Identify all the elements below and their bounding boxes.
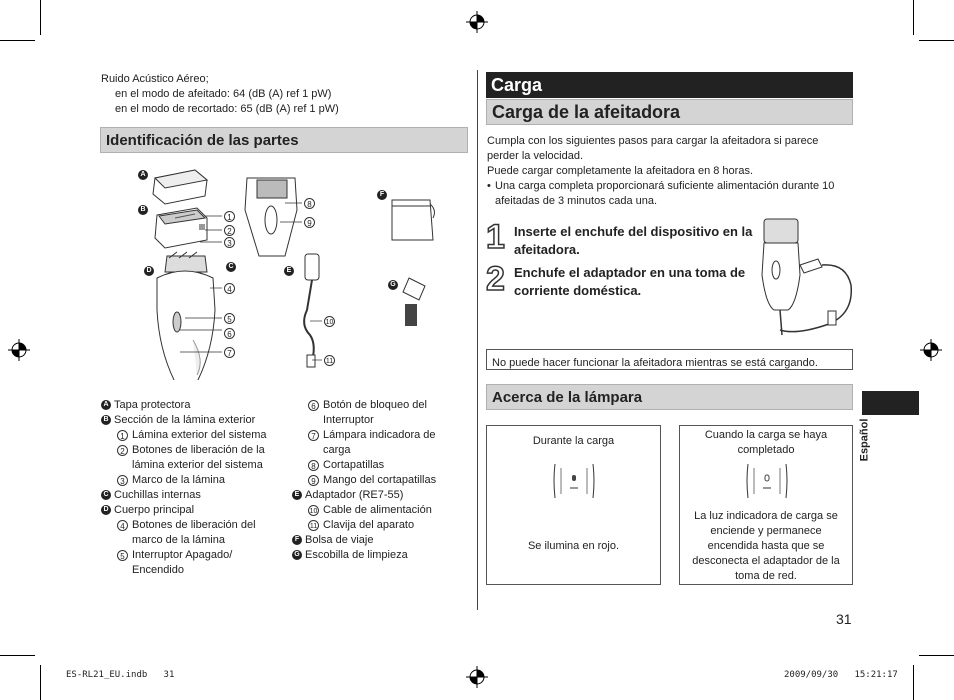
registration-mark-icon <box>920 339 942 361</box>
subheading-carga-afeitadora: Carga de la afeitadora <box>486 99 853 125</box>
note-box <box>486 349 853 370</box>
step-1-text: Inserte el enchufe del dispositivo en la afeitadora. <box>514 224 753 257</box>
diagram-label-4: 4 <box>224 283 235 294</box>
diagram-label-e: E <box>284 266 294 276</box>
list-item: A Tapa protectora <box>101 398 281 413</box>
list-item: 5 Interruptor Apagado/ Encendido <box>101 548 281 578</box>
section-heading-lampara: Acerca de la lámpara <box>486 384 853 410</box>
footer-file-info: ES-RL21_EU.indb 31 <box>66 670 175 680</box>
list-item: 10 Cable de alimentación <box>309 504 432 516</box>
crop-mark <box>913 665 914 700</box>
footer-timestamp: 2009/09/30 15:21:17 <box>784 670 898 680</box>
diagram-label-7: 7 <box>224 347 235 358</box>
leader-lines <box>0 0 477 400</box>
lamp-state-text: Se ilumina en rojo. <box>527 540 620 552</box>
lamp-indicator-icon <box>744 462 790 500</box>
carga-intro <box>487 134 847 209</box>
lamp-state-charging <box>486 425 661 585</box>
diagram-label-11: 11 <box>324 355 335 366</box>
diagram-label-10: 10 <box>324 316 335 327</box>
list-item: G Escobilla de limpieza <box>292 548 452 563</box>
list-item: F Bolsa de viaje <box>292 533 452 548</box>
noise-line: en el modo de recortado: 65 (dB (A) ref 1 pW) <box>115 103 339 115</box>
diagram-label-d: D <box>144 266 154 276</box>
language-tab-label: Español <box>858 418 871 462</box>
lamp-state-title: Cuando la carga se haya completado <box>704 429 828 456</box>
diagram-label-6: 6 <box>224 328 235 339</box>
crop-mark <box>0 655 35 656</box>
step-number-2: 2 <box>486 260 505 298</box>
list-item: D Cuerpo principal <box>101 503 281 518</box>
noise-title: Ruido Acústico Aéreo; <box>101 73 209 85</box>
list-item: 8 Cortapatillas <box>292 458 452 473</box>
list-item: 11 Clavija del aparato <box>309 519 415 531</box>
diagram-label-3: 3 <box>224 237 235 248</box>
crop-mark <box>919 40 954 41</box>
list-item: 4 Botones de liberación del marco de la lámina <box>101 518 281 548</box>
list-item: 6 Botón de bloqueo del Interruptor <box>292 398 452 428</box>
list-item: 7 Lámpara indicadora de carga <box>292 428 452 458</box>
list-item: E Adaptador (RE7-55) <box>292 488 452 503</box>
list-item: 2 Botones de liberación de la lámina exterior del sistema <box>101 443 281 473</box>
charging-illustration <box>756 215 856 340</box>
diagram-label-2: 2 <box>224 225 235 236</box>
parts-list-column-2 <box>292 398 452 563</box>
diagram-label-1: 1 <box>224 211 235 222</box>
registration-mark-icon <box>466 666 488 688</box>
diagram-label-c: C <box>226 262 236 272</box>
step-2-text: Enchufe el adaptador en una toma de corriente doméstica. <box>514 265 746 298</box>
column-divider <box>477 70 478 610</box>
diagram-label-a: A <box>138 170 148 180</box>
crop-mark <box>40 665 41 700</box>
paragraph: Cumpla con los siguientes pasos para cargar la afeitadora si parece perder la velocidad. <box>487 135 819 162</box>
diagram-label-5: 5 <box>224 313 235 324</box>
bullet-item: • Una carga completa proporcionará suficiente alimentación durante 10 afeitadas de 3 minutos cada una. <box>487 180 835 207</box>
language-tab <box>862 391 919 415</box>
diagram-label-b: B <box>138 205 148 215</box>
list-item: 1 Lámina exterior del sistema <box>101 428 281 443</box>
lamp-state-complete <box>679 425 853 585</box>
diagram-label-8: 8 <box>304 198 315 209</box>
step-number-1: 1 <box>486 218 505 256</box>
diagram-label-f: F <box>377 190 387 200</box>
lamp-state-text: La luz indicadora de carga se enciende y permanece encendida hasta que se desconecta el adaptador de la toma de red. <box>692 510 840 582</box>
lamp-state-title: Durante la carga <box>532 435 615 447</box>
diagram-label-9: 9 <box>304 217 315 228</box>
crop-mark <box>913 0 914 35</box>
list-item: B Sección de la lámina exterior <box>101 413 281 428</box>
list-item: C Cuchillas internas <box>101 488 281 503</box>
diagram-label-g: G <box>388 280 398 290</box>
parts-list-column-1 <box>101 398 281 578</box>
page-number: 31 <box>836 611 852 627</box>
section-heading-carga: Carga <box>486 72 853 98</box>
section-heading-parts: Identificación de las partes <box>100 127 468 153</box>
list-item: 9 Mango del cortapatillas <box>292 473 452 488</box>
crop-mark <box>919 655 954 656</box>
note-text: No puede hacer funcionar la afeitadora mientras se está cargando. <box>492 357 818 369</box>
list-item: 3 Marco de la lámina <box>101 473 281 488</box>
paragraph: Puede cargar completamente la afeitadora en 8 horas. <box>487 165 753 177</box>
noise-line: en el modo de afeitado: 64 (dB (A) ref 1 pW) <box>115 88 332 100</box>
lamp-indicator-icon <box>551 462 597 500</box>
